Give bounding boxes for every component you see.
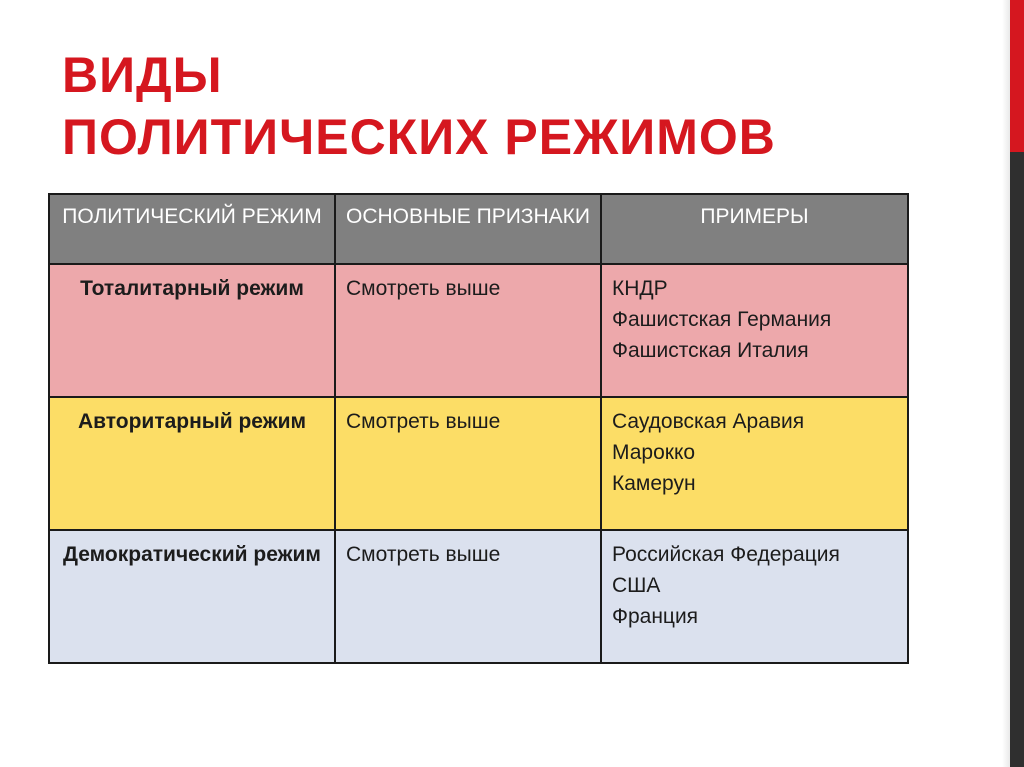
table-row-authoritarian xyxy=(49,397,908,530)
regimes-table xyxy=(48,193,909,664)
regime-examples xyxy=(601,530,908,663)
header-regime: ПОЛИТИЧЕСКИЙ РЕЖИМ xyxy=(49,194,335,264)
table-header-row xyxy=(49,194,908,264)
example-item: Фашистская Италия xyxy=(612,339,809,362)
title-line-1: ВИДЫ xyxy=(62,47,223,103)
example-item: Камерун xyxy=(612,472,696,495)
table-row-totalitarian xyxy=(49,264,908,397)
title-line-2: ПОЛИТИЧЕСКИХ РЕЖИМОВ xyxy=(62,109,776,165)
example-item: Фашистская Германия xyxy=(612,308,832,331)
slide-title xyxy=(62,44,962,168)
edge-shade xyxy=(1002,0,1010,767)
example-item: Саудовская Аравия xyxy=(612,410,805,433)
regime-features: Смотреть выше xyxy=(335,530,601,663)
accent-bar-red xyxy=(1010,0,1024,152)
example-item: Франция xyxy=(612,605,699,628)
regime-name: Тоталитарный режим xyxy=(49,264,335,397)
header-features: ОСНОВНЫЕ ПРИЗНАКИ xyxy=(335,194,601,264)
header-examples: ПРИМЕРЫ xyxy=(601,194,908,264)
regime-examples xyxy=(601,264,908,397)
regime-name: Авторитарный режим xyxy=(49,397,335,530)
example-item: Российская Федерация xyxy=(612,543,840,566)
accent-bar-dark xyxy=(1010,152,1024,767)
example-item: Марокко xyxy=(612,441,696,464)
table-row-democratic xyxy=(49,530,908,663)
example-item: КНДР xyxy=(612,277,668,300)
example-item: США xyxy=(612,574,661,597)
regime-features: Смотреть выше xyxy=(335,264,601,397)
regime-name: Демократический режим xyxy=(49,530,335,663)
regime-features: Смотреть выше xyxy=(335,397,601,530)
regime-examples xyxy=(601,397,908,530)
